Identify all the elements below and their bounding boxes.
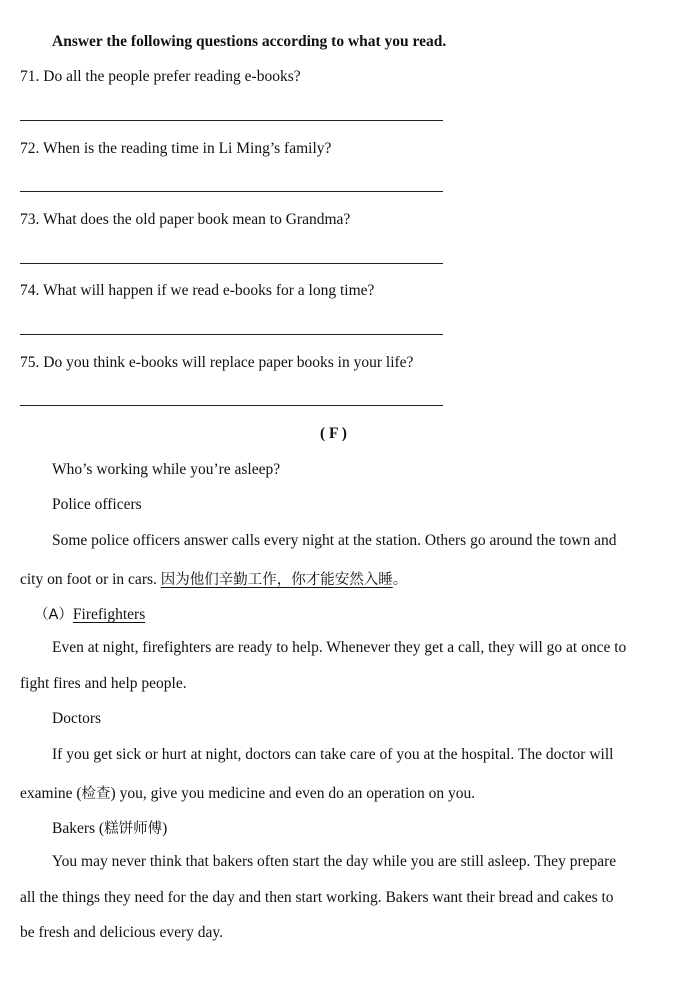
police-paragraph-line1: Some police officers answer calls every night at the station. Others go around the town and bbox=[52, 532, 617, 549]
bakers-paragraph-line3: be fresh and delicious every day. bbox=[20, 924, 223, 941]
question-71: 71. Do all the people prefer reading e-books? bbox=[20, 68, 301, 85]
bakers-paragraph-line2: all the things they need for the day and then start working. Bakers want their bread and cakes to bbox=[20, 889, 614, 906]
passage-intro: Who’s working while you’re asleep? bbox=[52, 461, 281, 478]
firefighters-paragraph-line2: fight fires and help people. bbox=[20, 675, 187, 692]
answer-line-72[interactable] bbox=[20, 191, 443, 192]
gloss-bakers: 糕饼师傅 bbox=[104, 821, 163, 837]
bakers-heading-pre: Bakers ( bbox=[52, 820, 105, 837]
period: 。 bbox=[392, 572, 408, 588]
doctors-heading: Doctors bbox=[52, 710, 102, 727]
police-heading: Police officers bbox=[52, 496, 142, 513]
answer-line-73[interactable] bbox=[20, 263, 443, 264]
bakers-paragraph-line1: You may never think that bakers often start the day while you are still asleep. They prepare bbox=[52, 853, 617, 870]
answer-line-71[interactable] bbox=[20, 120, 443, 121]
section-label: ( F ) bbox=[320, 425, 347, 442]
police-line2-text: city on foot or in cars. bbox=[20, 571, 161, 588]
question-75: 75. Do you think e-books will replace paper books in your life? bbox=[20, 354, 414, 371]
answer-line-74[interactable] bbox=[20, 334, 443, 335]
question-74: 74. What will happen if we read e-books for a long time? bbox=[20, 282, 375, 299]
firefighters-heading-row bbox=[34, 603, 145, 624]
instructions: Answer the following questions according to what you read. bbox=[52, 33, 447, 50]
gloss-examine: 检查 bbox=[81, 786, 111, 802]
bakers-heading-post: ) bbox=[162, 820, 168, 837]
doctors-paragraph-line1: If you get sick or hurt at night, doctors can take care of you at the hospital. The doctor will bbox=[52, 746, 614, 763]
underlined-translation-sentence: 因为他们辛勤工作，你才能安然入睡 bbox=[160, 572, 393, 588]
police-paragraph-line2 bbox=[20, 568, 407, 589]
doctors-line2-post: ) you, give you medicine and even do an operation on you. bbox=[110, 785, 476, 802]
doctors-line2-pre: examine ( bbox=[20, 785, 82, 802]
doctors-paragraph-line2 bbox=[20, 782, 475, 803]
question-73: 73. What does the old paper book mean to Grandma? bbox=[20, 211, 351, 228]
firefighters-paragraph-line1: Even at night, firefighters are ready to help. Whenever they get a call, they will go at once to bbox=[52, 639, 627, 656]
question-72: 72. When is the reading time in Li Ming’s family? bbox=[20, 140, 332, 157]
firefighters-heading: Firefighters bbox=[72, 606, 146, 623]
blank-marker-a: （A） bbox=[34, 607, 73, 623]
answer-line-75[interactable] bbox=[20, 405, 443, 406]
bakers-heading bbox=[52, 817, 167, 838]
